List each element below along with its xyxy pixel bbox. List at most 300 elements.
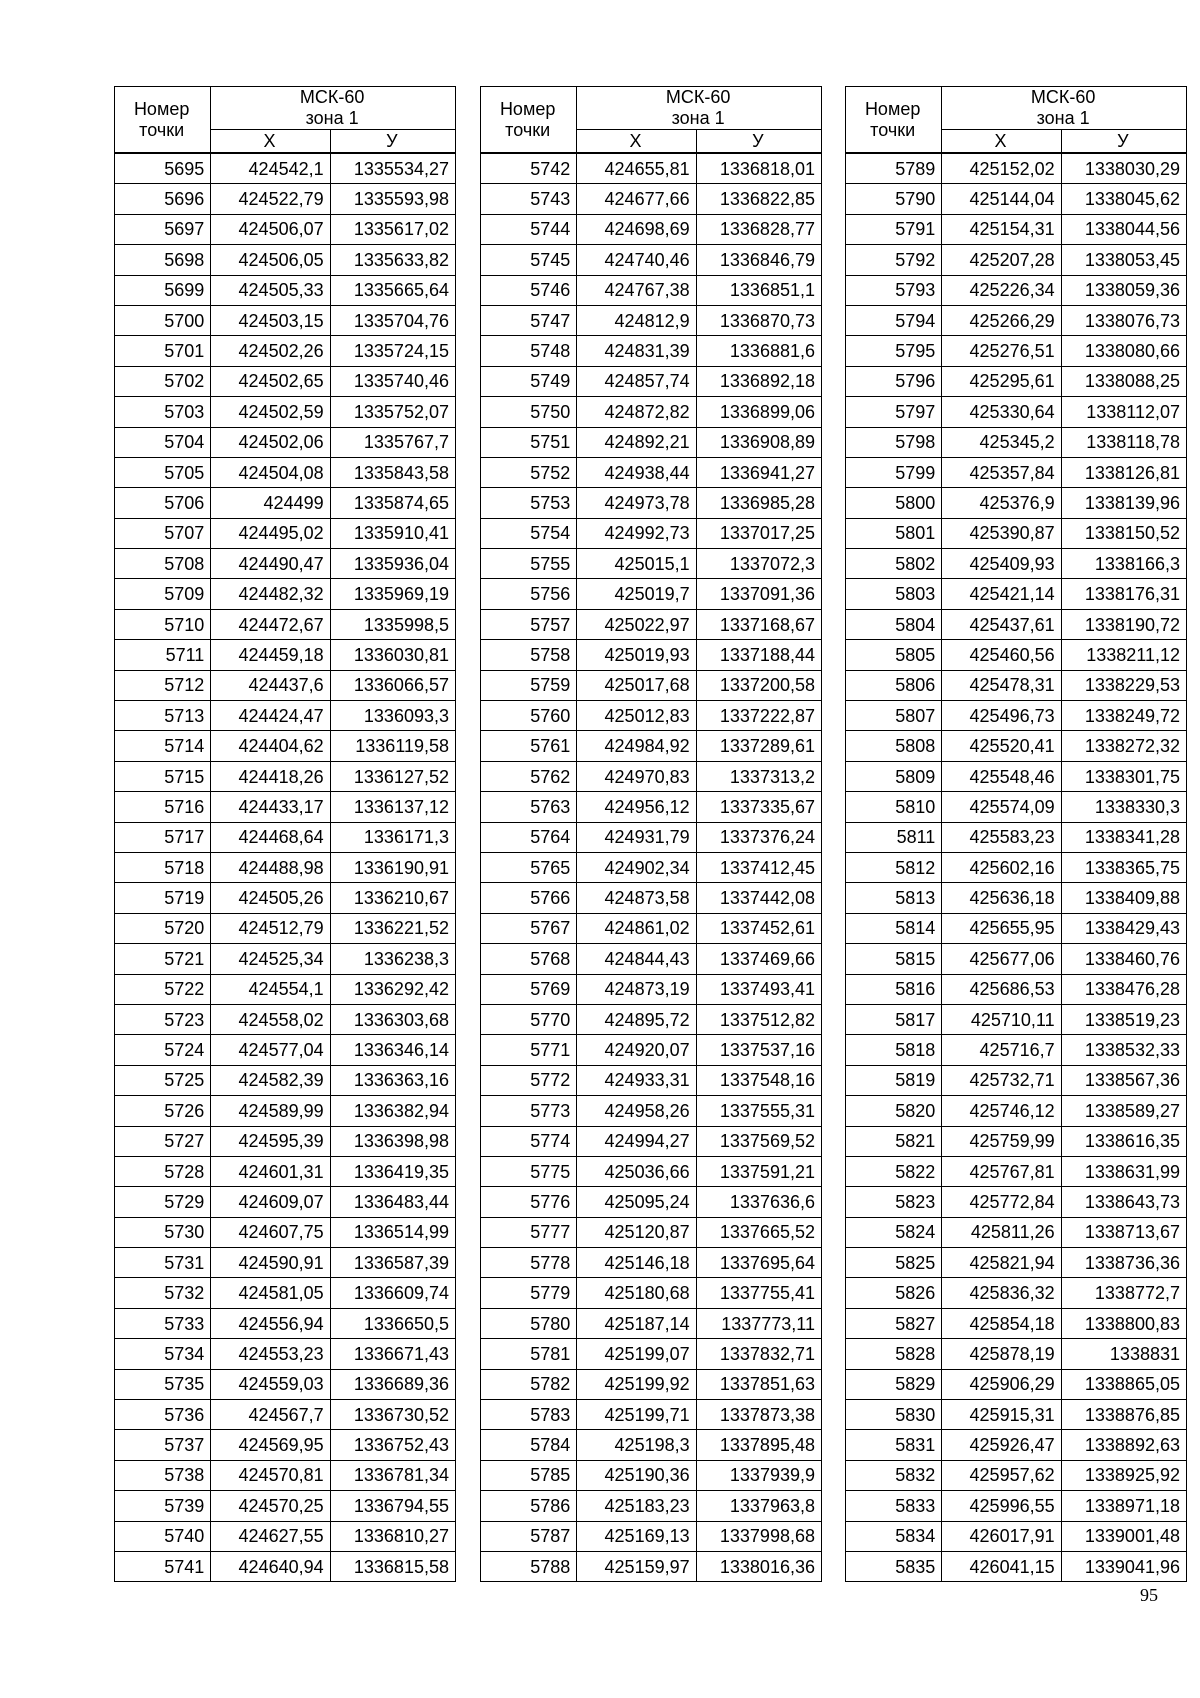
x-coordinate-cell: 424677,66 [577, 184, 696, 214]
point-number-cell: 5758 [481, 640, 577, 670]
x-coordinate-cell: 424857,74 [577, 366, 696, 396]
y-coordinate-cell: 1338476,28 [1061, 974, 1186, 1004]
table-row [846, 366, 1187, 396]
point-number-cell: 5747 [481, 305, 577, 335]
table-row [115, 245, 456, 275]
x-coordinate-cell: 425095,24 [577, 1187, 696, 1217]
table-row [481, 366, 822, 396]
point-number-cell: 5756 [481, 579, 577, 609]
x-coordinate-cell: 424589,99 [211, 1096, 330, 1126]
y-coordinate-cell: 1335534,27 [330, 153, 455, 184]
point-number-cell: 5739 [115, 1491, 211, 1521]
x-coordinate-cell: 424994,27 [577, 1126, 696, 1156]
y-coordinate-cell: 1337289,61 [696, 731, 821, 761]
table-row [846, 1248, 1187, 1278]
y-coordinate-cell: 1337939,9 [696, 1460, 821, 1490]
x-coordinate-cell: 425199,92 [577, 1369, 696, 1399]
table-row [846, 1308, 1187, 1338]
point-number-cell: 5812 [846, 852, 942, 882]
y-coordinate-cell: 1337091,36 [696, 579, 821, 609]
point-number-cell: 5825 [846, 1248, 942, 1278]
x-coordinate-cell: 424459,18 [211, 640, 330, 670]
table-row [481, 852, 822, 882]
table-row [481, 1217, 822, 1247]
point-number-cell: 5721 [115, 944, 211, 974]
table-row [481, 944, 822, 974]
y-coordinate-cell: 1338713,67 [1061, 1217, 1186, 1247]
table-row [846, 305, 1187, 335]
y-coordinate-cell: 1336066,57 [330, 670, 455, 700]
y-coordinate-cell: 1337072,3 [696, 549, 821, 579]
x-coordinate-cell: 425017,68 [577, 670, 696, 700]
x-coordinate-cell: 424920,07 [577, 1035, 696, 1065]
y-coordinate-cell: 1338429,43 [1061, 913, 1186, 943]
point-number-cell: 5700 [115, 305, 211, 335]
point-number-cell: 5746 [481, 275, 577, 305]
x-coordinate-cell: 425199,71 [577, 1400, 696, 1430]
point-number-cell: 5707 [115, 518, 211, 548]
table-row [115, 1491, 456, 1521]
x-coordinate-cell: 424502,59 [211, 397, 330, 427]
y-coordinate-cell: 1336609,74 [330, 1278, 455, 1308]
point-number-cell: 5733 [115, 1308, 211, 1338]
table-row [481, 640, 822, 670]
x-coordinate-cell: 425036,66 [577, 1156, 696, 1186]
point-number-cell: 5712 [115, 670, 211, 700]
table-row [481, 457, 822, 487]
point-number-cell: 5717 [115, 822, 211, 852]
x-coordinate-cell: 425602,16 [942, 852, 1061, 882]
x-coordinate-cell: 425574,09 [942, 792, 1061, 822]
point-number-cell: 5713 [115, 701, 211, 731]
x-coordinate-cell: 425906,29 [942, 1369, 1061, 1399]
x-coordinate-cell: 424931,79 [577, 822, 696, 852]
y-coordinate-cell: 1335936,04 [330, 549, 455, 579]
y-coordinate-cell: 1338030,29 [1061, 153, 1186, 184]
point-number-cell: 5830 [846, 1400, 942, 1430]
y-coordinate-cell: 1338044,56 [1061, 214, 1186, 244]
x-coordinate-cell: 424956,12 [577, 792, 696, 822]
x-coordinate-cell: 425198,3 [577, 1430, 696, 1460]
point-number-cell: 5780 [481, 1308, 577, 1338]
table-row [481, 1187, 822, 1217]
y-coordinate-cell: 1336851,1 [696, 275, 821, 305]
y-coordinate-cell: 1336794,55 [330, 1491, 455, 1521]
x-coordinate-cell: 425152,02 [942, 153, 1061, 184]
table-row [115, 1551, 456, 1581]
y-column-header: У [1061, 130, 1186, 154]
x-coordinate-cell: 424542,1 [211, 153, 330, 184]
x-coordinate-cell: 425460,56 [942, 640, 1061, 670]
x-coordinate-cell: 425878,19 [942, 1339, 1061, 1369]
y-coordinate-cell: 1336810,27 [330, 1521, 455, 1551]
x-coordinate-cell: 424861,02 [577, 913, 696, 943]
point-number-cell: 5735 [115, 1369, 211, 1399]
point-number-cell: 5763 [481, 792, 577, 822]
x-coordinate-cell: 425019,93 [577, 640, 696, 670]
point-number-cell: 5743 [481, 184, 577, 214]
y-coordinate-cell: 1337017,25 [696, 518, 821, 548]
table-row [115, 397, 456, 427]
table-row [846, 1369, 1187, 1399]
y-coordinate-cell: 1338631,99 [1061, 1156, 1186, 1186]
point-number-cell: 5809 [846, 761, 942, 791]
point-number-cell: 5829 [846, 1369, 942, 1399]
point-number-cell: 5714 [115, 731, 211, 761]
y-coordinate-cell: 1336985,28 [696, 488, 821, 518]
x-coordinate-cell: 424933,31 [577, 1065, 696, 1095]
table-row [846, 1430, 1187, 1460]
x-coordinate-cell: 424490,47 [211, 549, 330, 579]
point-number-cell: 5817 [846, 1004, 942, 1034]
y-coordinate-cell: 1336127,52 [330, 761, 455, 791]
y-coordinate-cell: 1336781,34 [330, 1460, 455, 1490]
x-coordinate-cell: 424767,38 [577, 275, 696, 305]
table-row [481, 1004, 822, 1034]
point-number-cell: 5767 [481, 913, 577, 943]
x-coordinate-cell: 424984,92 [577, 731, 696, 761]
table-row [481, 761, 822, 791]
table-row [115, 488, 456, 518]
point-number-cell: 5778 [481, 1248, 577, 1278]
point-number-cell: 5737 [115, 1430, 211, 1460]
x-coordinate-cell: 425022,97 [577, 609, 696, 639]
y-coordinate-cell: 1338190,72 [1061, 609, 1186, 639]
point-number-cell: 5768 [481, 944, 577, 974]
y-coordinate-cell: 1336881,6 [696, 336, 821, 366]
point-number-cell: 5802 [846, 549, 942, 579]
point-number-cell: 5777 [481, 1217, 577, 1247]
table-row [481, 579, 822, 609]
x-column-header: Х [211, 130, 330, 154]
point-number-cell: 5811 [846, 822, 942, 852]
point-number-cell: 5757 [481, 609, 577, 639]
point-number-cell: 5832 [846, 1460, 942, 1490]
y-coordinate-cell: 1336030,81 [330, 640, 455, 670]
x-coordinate-cell: 424558,02 [211, 1004, 330, 1034]
table-row [115, 184, 456, 214]
x-coordinate-cell: 425409,93 [942, 549, 1061, 579]
table-row [846, 579, 1187, 609]
y-coordinate-cell: 1338365,75 [1061, 852, 1186, 882]
y-coordinate-cell: 1338800,83 [1061, 1308, 1186, 1338]
y-coordinate-cell: 1336514,99 [330, 1217, 455, 1247]
y-coordinate-cell: 1338772,7 [1061, 1278, 1186, 1308]
y-coordinate-cell: 1336730,52 [330, 1400, 455, 1430]
point-number-cell: 5813 [846, 883, 942, 913]
point-number-cell: 5711 [115, 640, 211, 670]
table-row [846, 1004, 1187, 1034]
point-number-cell: 5796 [846, 366, 942, 396]
y-coordinate-cell: 1336689,36 [330, 1369, 455, 1399]
x-coordinate-cell: 425276,51 [942, 336, 1061, 366]
point-number-cell: 5824 [846, 1217, 942, 1247]
table-row [115, 701, 456, 731]
point-number-cell: 5718 [115, 852, 211, 882]
y-coordinate-cell: 1338341,28 [1061, 822, 1186, 852]
table-row [846, 913, 1187, 943]
point-number-cell: 5835 [846, 1551, 942, 1581]
y-coordinate-cell: 1336822,85 [696, 184, 821, 214]
x-coordinate-cell: 424902,34 [577, 852, 696, 882]
point-number-cell: 5761 [481, 731, 577, 761]
table-row [846, 701, 1187, 731]
x-coordinate-cell: 425437,61 [942, 609, 1061, 639]
table-row [115, 852, 456, 882]
x-coordinate-cell: 424873,58 [577, 883, 696, 913]
y-coordinate-cell: 1337313,2 [696, 761, 821, 791]
point-number-cell: 5720 [115, 913, 211, 943]
point-number-cell: 5695 [115, 153, 211, 184]
table-row [846, 1065, 1187, 1095]
table-row [846, 214, 1187, 244]
point-number-cell: 5783 [481, 1400, 577, 1430]
y-coordinate-cell: 1338249,72 [1061, 701, 1186, 731]
y-coordinate-cell: 1338301,75 [1061, 761, 1186, 791]
y-coordinate-cell: 1338460,76 [1061, 944, 1186, 974]
y-coordinate-cell: 1338865,05 [1061, 1369, 1186, 1399]
table-row [481, 305, 822, 335]
y-coordinate-cell: 1336818,01 [696, 153, 821, 184]
y-coordinate-cell: 1336846,79 [696, 245, 821, 275]
table-row [115, 1065, 456, 1095]
y-coordinate-cell: 1338139,96 [1061, 488, 1186, 518]
y-coordinate-cell: 1338409,88 [1061, 883, 1186, 913]
table-row [115, 1035, 456, 1065]
point-number-cell: 5727 [115, 1126, 211, 1156]
table-row [115, 1369, 456, 1399]
table-row [481, 1521, 822, 1551]
x-coordinate-cell: 425811,26 [942, 1217, 1061, 1247]
table-row [481, 1430, 822, 1460]
point-number-cell: 5715 [115, 761, 211, 791]
point-number-cell: 5785 [481, 1460, 577, 1490]
point-number-cell: 5789 [846, 153, 942, 184]
table-row [846, 1096, 1187, 1126]
point-number-cell: 5731 [115, 1248, 211, 1278]
point-number-cell: 5821 [846, 1126, 942, 1156]
table-row [846, 1035, 1187, 1065]
x-coordinate-cell: 424812,9 [577, 305, 696, 335]
point-number-cell: 5828 [846, 1339, 942, 1369]
y-coordinate-cell: 1338925,92 [1061, 1460, 1186, 1490]
table-row [846, 974, 1187, 1004]
y-coordinate-cell: 1337548,16 [696, 1065, 821, 1095]
x-coordinate-cell: 425357,84 [942, 457, 1061, 487]
table-row [481, 1248, 822, 1278]
table-row [115, 883, 456, 913]
table-row [115, 1248, 456, 1278]
point-number-cell: 5734 [115, 1339, 211, 1369]
x-coordinate-cell: 425710,11 [942, 1004, 1061, 1034]
x-coordinate-cell: 424973,78 [577, 488, 696, 518]
table-row [481, 1491, 822, 1521]
table-row [115, 305, 456, 335]
y-coordinate-cell: 1337452,61 [696, 913, 821, 943]
point-number-cell: 5772 [481, 1065, 577, 1095]
y-coordinate-cell: 1337755,41 [696, 1278, 821, 1308]
point-number-cell: 5822 [846, 1156, 942, 1186]
table-row [846, 336, 1187, 366]
point-number-cell: 5749 [481, 366, 577, 396]
table-row [115, 579, 456, 609]
y-coordinate-cell: 1335910,41 [330, 518, 455, 548]
y-coordinate-cell: 1338211,12 [1061, 640, 1186, 670]
y-coordinate-cell: 1338892,63 [1061, 1430, 1186, 1460]
x-coordinate-cell: 424570,81 [211, 1460, 330, 1490]
y-coordinate-cell: 1335752,07 [330, 397, 455, 427]
y-coordinate-cell: 1337665,52 [696, 1217, 821, 1247]
x-coordinate-cell: 424418,26 [211, 761, 330, 791]
table-row [846, 609, 1187, 639]
x-coordinate-cell: 424958,26 [577, 1096, 696, 1126]
y-coordinate-cell: 1338971,18 [1061, 1491, 1186, 1521]
x-coordinate-cell: 424525,34 [211, 944, 330, 974]
table-row [846, 944, 1187, 974]
y-coordinate-cell: 1335740,46 [330, 366, 455, 396]
x-coordinate-cell: 424505,33 [211, 275, 330, 305]
point-number-cell: 5750 [481, 397, 577, 427]
y-coordinate-cell: 1338118,78 [1061, 427, 1186, 457]
y-coordinate-cell: 1338150,52 [1061, 518, 1186, 548]
point-number-cell: 5759 [481, 670, 577, 700]
coordinates-table-1 [114, 86, 456, 1582]
table-row [846, 153, 1187, 184]
table-row [115, 944, 456, 974]
table-row [481, 974, 822, 1004]
y-coordinate-cell: 1338643,73 [1061, 1187, 1186, 1217]
page-number: 95 [1140, 1585, 1158, 1605]
x-coordinate-cell: 425120,87 [577, 1217, 696, 1247]
point-number-cell: 5831 [846, 1430, 942, 1460]
x-coordinate-cell: 424577,04 [211, 1035, 330, 1065]
point-number-cell: 5740 [115, 1521, 211, 1551]
table-row [481, 549, 822, 579]
x-coordinate-cell: 424569,95 [211, 1430, 330, 1460]
y-coordinate-cell: 1337469,66 [696, 944, 821, 974]
x-coordinate-cell: 424506,05 [211, 245, 330, 275]
x-coordinate-cell: 424595,39 [211, 1126, 330, 1156]
point-number-cell: 5744 [481, 214, 577, 244]
point-number-cell: 5726 [115, 1096, 211, 1126]
x-coordinate-cell: 425154,31 [942, 214, 1061, 244]
point-number-cell: 5803 [846, 579, 942, 609]
table-row [115, 549, 456, 579]
y-coordinate-cell: 1337873,38 [696, 1400, 821, 1430]
point-number-cell: 5723 [115, 1004, 211, 1034]
point-number-cell: 5754 [481, 518, 577, 548]
x-coordinate-cell: 424872,82 [577, 397, 696, 427]
y-coordinate-cell: 1337200,58 [696, 670, 821, 700]
y-coordinate-cell: 1338272,32 [1061, 731, 1186, 761]
x-coordinate-cell: 425915,31 [942, 1400, 1061, 1430]
x-coordinate-cell: 424607,75 [211, 1217, 330, 1247]
point-number-cell: 5728 [115, 1156, 211, 1186]
point-number-cell: 5815 [846, 944, 942, 974]
point-number-cell: 5787 [481, 1521, 577, 1551]
table-row [481, 1400, 822, 1430]
point-number-cell: 5732 [115, 1278, 211, 1308]
point-number-cell: 5806 [846, 670, 942, 700]
x-coordinate-cell: 424844,43 [577, 944, 696, 974]
y-coordinate-cell: 1336398,98 [330, 1126, 455, 1156]
y-coordinate-cell: 1338059,36 [1061, 275, 1186, 305]
y-coordinate-cell: 1337569,52 [696, 1126, 821, 1156]
table-row [481, 214, 822, 244]
x-coordinate-cell: 425746,12 [942, 1096, 1061, 1126]
table-row [115, 1004, 456, 1034]
point-number-cell: 5826 [846, 1278, 942, 1308]
table-row [115, 275, 456, 305]
point-number-cell: 5770 [481, 1004, 577, 1034]
x-coordinate-cell: 425655,95 [942, 913, 1061, 943]
x-coordinate-cell: 424581,05 [211, 1278, 330, 1308]
x-coordinate-cell: 425767,81 [942, 1156, 1061, 1186]
y-coordinate-cell: 1336382,94 [330, 1096, 455, 1126]
x-coordinate-cell: 424831,39 [577, 336, 696, 366]
x-coordinate-cell: 424570,25 [211, 1491, 330, 1521]
x-coordinate-cell: 425180,68 [577, 1278, 696, 1308]
table-row [115, 366, 456, 396]
y-coordinate-cell: 1336815,58 [330, 1551, 455, 1581]
point-number-cell: 5808 [846, 731, 942, 761]
x-coordinate-cell: 424502,06 [211, 427, 330, 457]
x-coordinate-cell: 425159,97 [577, 1551, 696, 1581]
x-coordinate-cell: 424554,1 [211, 974, 330, 1004]
x-coordinate-cell: 424472,67 [211, 609, 330, 639]
table-row [481, 518, 822, 548]
point-number-cell: 5760 [481, 701, 577, 731]
y-coordinate-cell: 1338112,07 [1061, 397, 1186, 427]
y-coordinate-cell: 1336752,43 [330, 1430, 455, 1460]
x-coordinate-cell: 424556,94 [211, 1308, 330, 1338]
table-row [115, 913, 456, 943]
y-coordinate-cell: 1335617,02 [330, 214, 455, 244]
table-row [846, 488, 1187, 518]
y-coordinate-cell: 1335998,5 [330, 609, 455, 639]
table-row [115, 1096, 456, 1126]
y-coordinate-cell: 1338229,53 [1061, 670, 1186, 700]
y-coordinate-cell: 1337442,08 [696, 883, 821, 913]
table-row [481, 336, 822, 366]
x-coordinate-cell: 425199,07 [577, 1339, 696, 1369]
point-number-cell: 5784 [481, 1430, 577, 1460]
table-row [115, 1126, 456, 1156]
point-number-cell: 5716 [115, 792, 211, 822]
x-coordinate-cell: 425330,64 [942, 397, 1061, 427]
y-coordinate-cell: 1337512,82 [696, 1004, 821, 1034]
y-coordinate-cell: 1338126,81 [1061, 457, 1186, 487]
table-row [481, 488, 822, 518]
x-coordinate-cell: 425836,32 [942, 1278, 1061, 1308]
table-row [846, 761, 1187, 791]
table-row [115, 792, 456, 822]
x-coordinate-cell: 425854,18 [942, 1308, 1061, 1338]
coordinates-table-3 [845, 86, 1187, 1582]
table-row [115, 457, 456, 487]
point-number-cell: 5741 [115, 1551, 211, 1581]
point-number-header: Номер точки [481, 87, 577, 154]
point-number-cell: 5827 [846, 1308, 942, 1338]
x-coordinate-cell: 424567,7 [211, 1400, 330, 1430]
x-coordinate-cell: 425716,7 [942, 1035, 1061, 1065]
table-row [846, 275, 1187, 305]
point-number-cell: 5791 [846, 214, 942, 244]
point-number-cell: 5745 [481, 245, 577, 275]
x-coordinate-cell: 424506,07 [211, 214, 330, 244]
x-coordinate-cell: 424505,26 [211, 883, 330, 913]
table-row [846, 852, 1187, 882]
